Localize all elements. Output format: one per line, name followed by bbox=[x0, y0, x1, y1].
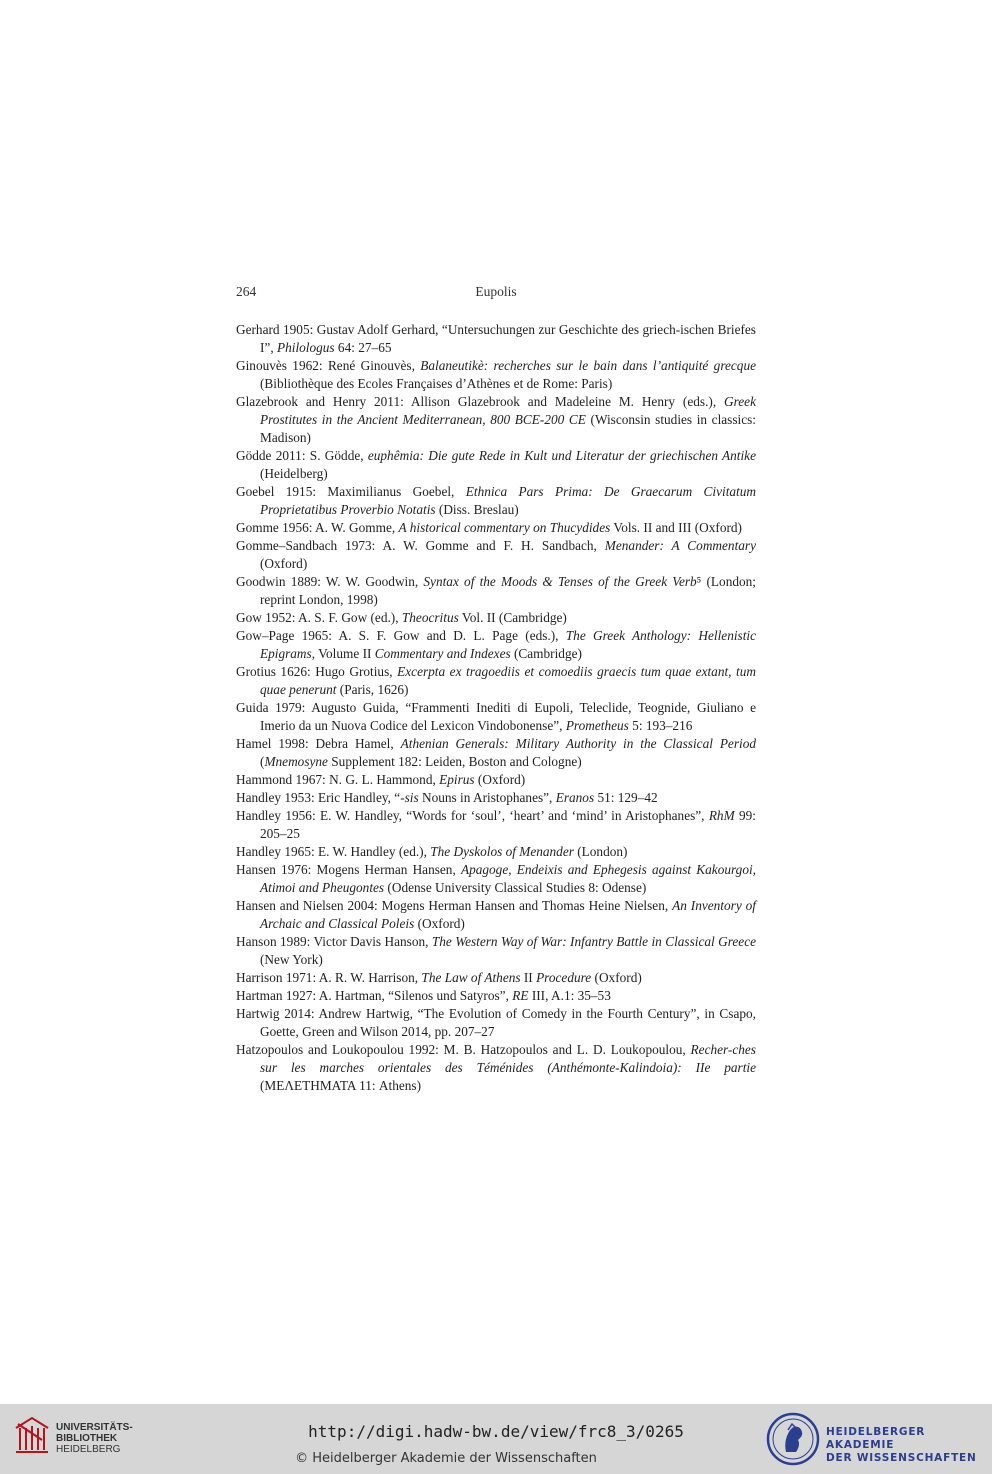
entry-title-italic: Balaneutikè: recherches sur le bain dans l’antiquité grecque bbox=[420, 358, 757, 373]
entry-title-italic: Excerpta ex tragoediis et comoediis graecis tum quae extant, tum quae penerunt bbox=[260, 664, 756, 697]
bibliography-entry bbox=[236, 321, 756, 357]
entry-text: 99: 205–25 bbox=[260, 808, 756, 841]
entry-title-italic: Greek Prostitutes in the Ancient Mediterranean, 800 BCE-200 CE bbox=[260, 394, 756, 427]
entry-title-italic: Apagoge, Endeixis and Ephegesis against Kakourgoi, Atimoi and Pheugontes bbox=[260, 862, 756, 895]
hadw-logo-line-2: DER WISSENSCHAFTEN bbox=[826, 1452, 977, 1464]
entry-text: 51: 129–42 bbox=[594, 790, 658, 805]
entry-text: Supplement 182: Leiden, Boston and Cologne) bbox=[327, 754, 582, 769]
entry-text: (New York) bbox=[260, 952, 323, 967]
bibliography-entry bbox=[236, 393, 756, 447]
entry-title-italic: The Dyskolos of Menander bbox=[430, 844, 574, 859]
entry-text: , Volume II bbox=[311, 646, 375, 661]
entry-text: (Oxford) bbox=[591, 970, 642, 985]
copyright-notice: © Heidelberger Akademie der Wissenschaften bbox=[295, 1451, 597, 1466]
entry-title-italic: Procedure bbox=[536, 970, 592, 985]
entry-text: Hartman 1927: A. Hartman, “Silenos und Satyros”, bbox=[236, 988, 513, 1003]
bibliography-entry bbox=[236, 519, 756, 537]
page-number: 264 bbox=[236, 284, 257, 299]
bibliography-entry bbox=[236, 861, 756, 897]
bibliography-entry bbox=[236, 627, 756, 663]
entry-text: ( bbox=[260, 754, 265, 769]
entry-text: (Bibliothèque des Ecoles Françaises d’Athènes et de Rome: Paris) bbox=[260, 376, 613, 391]
entry-text: Handley 1953: Eric Handley, “ bbox=[236, 790, 401, 805]
bibliography-entry bbox=[236, 573, 756, 609]
entry-title-italic: Eranos bbox=[555, 790, 595, 805]
entry-title-italic: RhM bbox=[708, 808, 735, 823]
entry-text: 5: 193–216 bbox=[628, 718, 693, 733]
entry-title-italic: RE bbox=[512, 988, 529, 1003]
entry-title-italic: Syntax of the Moods & Tenses of the Greek Verb bbox=[423, 574, 697, 589]
entry-title-italic: Epirus bbox=[439, 772, 475, 787]
entry-text: Gerhard 1905: Gustav Adolf Gerhard, “Untersuchungen zur Geschichte des griech-ischen Briefes I”, bbox=[236, 322, 756, 355]
bibliography-entry bbox=[236, 807, 756, 843]
entry-text: Hartwig 2014: Andrew Hartwig, “The Evolution of Comedy in the Fourth Century”, in Csapo, Goette, Green and Wilson 2014, pp. 207–27 bbox=[236, 1006, 756, 1039]
entry-text: Handley 1956: E. W. Handley, “Words for ‘soul’, ‘heart’ and ‘mind’ in Aristophanes”, bbox=[236, 808, 709, 823]
bibliography-entry bbox=[236, 447, 756, 483]
entry-title-italic: Recher-ches sur les marches orientales des Téménides (Anthémonte-Kalindoia): IIe partie bbox=[260, 1042, 756, 1075]
entry-title-italic: euphêmia: Die gute Rede in Kult und Literatur der griechischen Antike bbox=[367, 448, 756, 463]
entry-title-italic: Menander: A Commentary bbox=[604, 538, 757, 553]
entry-title-italic: The Law of Athens bbox=[421, 970, 521, 985]
ub-logo-line-3: HEIDELBERG bbox=[56, 1444, 121, 1455]
entry-text: Gomme–Sandbach 1973: A. W. Gomme and F. H. Sandbach, bbox=[236, 538, 605, 553]
entry-text: Nouns in Aristophanes”, bbox=[418, 790, 556, 805]
entry-title-italic: The Western Way of War: Infantry Battle in Classical Greece bbox=[431, 934, 756, 949]
entry-text: ⁵ (London; reprint London, 1998) bbox=[260, 574, 756, 607]
entry-title-italic: A historical commentary on Thucydides bbox=[398, 520, 611, 535]
entry-text: Gomme 1956: A. W. Gomme, bbox=[236, 520, 399, 535]
entry-text: Hanson 1989: Victor Davis Hanson, bbox=[236, 934, 432, 949]
entry-text: (Oxford) bbox=[474, 772, 526, 787]
bibliography-entry bbox=[236, 1005, 756, 1041]
bibliography-entry bbox=[236, 609, 756, 627]
bibliography-entry bbox=[236, 843, 756, 861]
ub-logo-line-2: BIBLIOTHEK bbox=[56, 1433, 118, 1444]
entry-text: Goodwin 1889: W. W. Goodwin, bbox=[236, 574, 424, 589]
entry-title-italic: Commentary and Indexes bbox=[374, 646, 511, 661]
bibliography-entry bbox=[236, 699, 756, 735]
bibliography-entry bbox=[236, 969, 756, 987]
entry-title-italic: The Greek Anthology: Hellenistic Epigrams bbox=[260, 628, 756, 661]
entry-text: Ginouvès 1962: René Ginouvès, bbox=[236, 358, 421, 373]
entry-text: Gödde 2011: S. Gödde, bbox=[236, 448, 368, 463]
hadw-logo[interactable] bbox=[766, 1412, 986, 1466]
bibliography-entry bbox=[236, 771, 756, 789]
bibliography-list bbox=[236, 321, 756, 1095]
entry-text: (Oxford) bbox=[414, 916, 465, 931]
entry-text: 64: 27–65 bbox=[334, 340, 392, 355]
entry-text: Hatzopoulos and Loukopoulou 1992: M. B. Hatzopoulos and L. D. Loukopoulou, bbox=[236, 1042, 691, 1057]
academy-seal-icon bbox=[766, 1412, 820, 1466]
entry-text: Guida 1979: Augusto Guida, “Frammenti Inediti di Eupoli, Teleclide, Teognide, Giuliano e Imerio da un Nuova Codice del Lexicon Vindobonense”, bbox=[236, 700, 756, 733]
entry-text: (Diss. Breslau) bbox=[435, 502, 519, 517]
permalink-url[interactable]: http://digi.hadw-bw.de/view/frc8_3/0265 bbox=[308, 1422, 684, 1441]
page-header bbox=[236, 284, 756, 304]
entry-text: Vols. II and III (Oxford) bbox=[610, 520, 742, 535]
entry-text: III, A.1: 35–53 bbox=[528, 988, 611, 1003]
entry-title-italic: An Inventory of Archaic and Classical Poleis bbox=[260, 898, 756, 931]
entry-text: Gow–Page 1965: A. S. F. Gow and D. L. Page (eds.), bbox=[236, 628, 566, 643]
bibliography-entry bbox=[236, 663, 756, 699]
entry-text: (ΜΕΛΕΤΗΜΑΤΑ 11: Athens) bbox=[260, 1078, 421, 1093]
entry-text: (London) bbox=[573, 844, 628, 859]
entry-text: (Wisconsin studies in classics: Madison) bbox=[260, 412, 756, 445]
hadw-logo-line-1: HEIDELBERGER AKADEMIE bbox=[826, 1426, 926, 1451]
entry-text: II bbox=[520, 970, 537, 985]
entry-text: Glazebrook and Henry 2011: Allison Glazebrook and Madeleine M. Henry (eds.), bbox=[236, 394, 724, 409]
entry-text: Handley 1965: E. W. Handley (ed.), bbox=[236, 844, 431, 859]
entry-text: (Heidelberg) bbox=[260, 466, 328, 481]
entry-title-italic: Philologus bbox=[276, 340, 335, 355]
entry-text: (Odense University Classical Studies 8: Odense) bbox=[384, 880, 647, 895]
hadw-logo-text bbox=[826, 1426, 986, 1465]
bibliography-entry bbox=[236, 483, 756, 519]
entry-title-italic: Athenian Generals: Military Authority in the Classical Period bbox=[400, 736, 757, 751]
entry-title-italic: Ethnica Pars Prima: De Graecarum Civitatum Proprietatibus Proverbio Notatis bbox=[260, 484, 756, 517]
entry-text: Harrison 1971: A. R. W. Harrison, bbox=[236, 970, 422, 985]
entry-title-italic: Prometheus bbox=[565, 718, 629, 733]
entry-text: Grotius 1626: Hugo Grotius, bbox=[236, 664, 398, 679]
entry-text: Vol. II (Cambridge) bbox=[458, 610, 567, 625]
entry-text: Hansen 1976: Mogens Herman Hansen, bbox=[236, 862, 461, 877]
entry-text: Gow 1952: A. S. F. Gow (ed.), bbox=[236, 610, 402, 625]
bibliography-entry bbox=[236, 1041, 756, 1095]
entry-title-italic: Theocritus bbox=[401, 610, 459, 625]
entry-text: Hammond 1967: N. G. L. Hammond, bbox=[236, 772, 440, 787]
running-head: Eupolis bbox=[475, 284, 517, 299]
entry-text: (Cambridge) bbox=[510, 646, 582, 661]
entry-text: Hansen and Nielsen 2004: Mogens Herman Hansen and Thomas Heine Nielsen, bbox=[236, 898, 673, 913]
entry-text: Goebel 1915: Maximilianus Goebel, bbox=[236, 484, 466, 499]
bibliography-entry bbox=[236, 897, 756, 933]
bibliography-entry bbox=[236, 735, 756, 771]
entry-title-italic: Mnemosyne bbox=[264, 754, 328, 769]
bibliography-entry bbox=[236, 987, 756, 1005]
entry-text: (Paris, 1626) bbox=[336, 682, 409, 697]
bibliography-entry bbox=[236, 537, 756, 573]
ub-logo-line-1: UNIVERSITÄTS- bbox=[56, 1422, 133, 1433]
entry-text: (Oxford) bbox=[260, 556, 308, 571]
bibliography-entry bbox=[236, 789, 756, 807]
entry-text: Hamel 1998: Debra Hamel, bbox=[236, 736, 401, 751]
footer-bar bbox=[0, 1404, 992, 1474]
bibliography-entry bbox=[236, 357, 756, 393]
bibliography-entry bbox=[236, 933, 756, 969]
entry-title-italic: -sis bbox=[400, 790, 419, 805]
